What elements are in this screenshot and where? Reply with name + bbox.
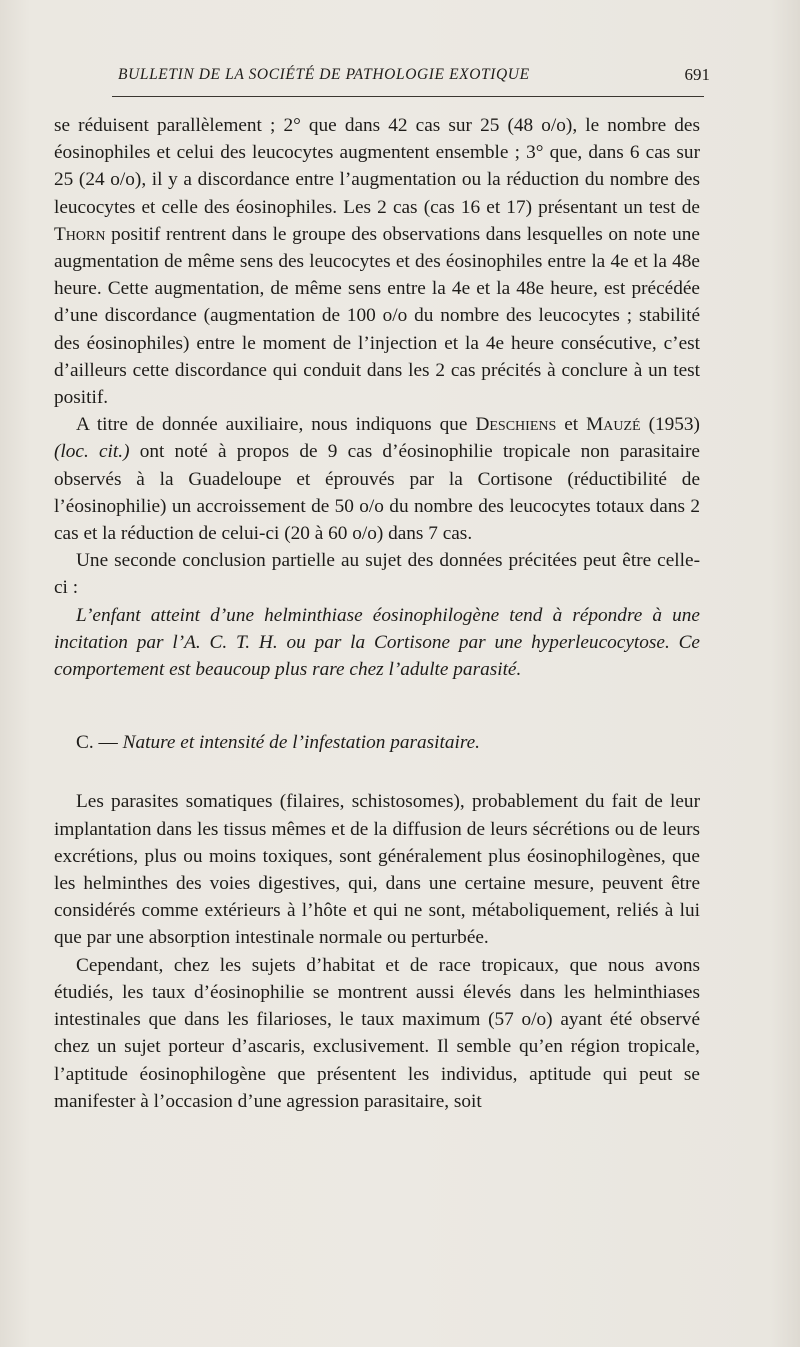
paragraph-6: Cependant, chez les sujets d’habitat et de race tropicaux, que nous avons étudiés, les taux d’éosinophilie se montrent aussi élevés dans les helminthiases intestinales que dans les filarioses, le taux maximum (57 o/o) ayant été observé chez un sujet porteur d’ascaris, exclusivement. Il semble qu’en région tropicale, l’aptitude éosinophilogène que présentent les individus, aptitude qui peut se manifester à l’occasion d’une agression parasitaire, soit — [54, 954, 700, 1112]
author-thorn: Thorn — [54, 223, 106, 245]
section-heading — [54, 729, 700, 756]
paragraph-2-year: (1953) — [648, 414, 700, 436]
running-title: BULLETIN DE LA SOCIÉTÉ DE PATHOLOGIE EXOTIQUE — [118, 66, 530, 83]
paragraph-2-a: A titre de donnée auxiliaire, nous indiquons que — [76, 414, 468, 436]
header-rule — [112, 96, 704, 97]
running-head — [118, 64, 710, 88]
body-text — [54, 112, 700, 1115]
paragraph-2-c: ont noté à propos de 9 cas d’éosinophilie tropicale non parasitaire observés à la Guadeloupe et éprouvés par la Cortisone (réductibilité de l’éosinophilie) un accroissement de 50 o/o du nombre des leucocytes totaux dans 2 cas et la réduction de celui-ci (20 à 60 o/o) dans 7 cas. — [54, 441, 700, 545]
author-deschiens: Deschiens — [475, 414, 557, 436]
paragraph-1-text: se réduisent parallèlement ; 2° que dans 42 cas sur 25 (48 o/o), le nombre des éosinophiles et celui des leucocytes augmentent ensemble ; 3° que, dans 6 cas sur 25 (24 o/o), il y a discordance entre l’augmentation ou la réduction du nombre des leucocytes et celle des éosinophiles. Les 2 cas (cas 16 et 17) présentant un test de — [54, 115, 700, 218]
loc-cit: (loc. cit.) — [54, 441, 130, 463]
paragraph-2 — [54, 411, 700, 547]
author-mauze: Mauzé — [586, 414, 641, 436]
section-label: C. — — [76, 732, 118, 754]
page-number: 691 — [684, 65, 710, 84]
paragraph-3: Une seconde conclusion partielle au sujet des données précitées peut être celle-ci : — [54, 550, 700, 599]
paragraph-2-et: et — [564, 414, 579, 436]
paragraph-5: Les parasites somatiques (filaires, schistosomes), probablement du fait de leur implantation dans les tissus mêmes et de la diffusion de leurs sécrétions ou de leurs excrétions, plus ou moins toxiques, sont généralement plus éosinophilogènes, que les helminthes des voies digestives, qui, dans une certaine mesure, peuvent être considérés comme extérieurs à l’hôte et qui ne sont, métaboliquement, reliés à lui que par une absorption intestinale normale ou perturbée. — [54, 791, 700, 949]
paragraph-1 — [54, 112, 700, 411]
section-title: Nature et intensité de l’infestation parasitaire. — [122, 732, 481, 754]
conclusion-italic: L’enfant atteint d’une helminthiase éosinophilogène tend à répondre à une incitation par l’A. C. T. H. ou par la Cortisone par une hyperleucocytose. Ce comportement est beaucoup plus rare chez l’adulte parasité. — [54, 604, 700, 681]
paragraph-1-rest: positif rentrent dans le groupe des observations dans lesquelles on note une augmentation de même sens des leucocytes et des éosinophiles entre la 4e et la 48e heure. Cette augmentation, de même sens entre la 4e et la 48e heure, est précédée d’une discordance (augmentation de 100 o/o du nombre des leucocytes ; stabilité des éosinophiles) entre le moment de l’injection et la 4e heure consécutive, c’est d’ailleurs cette discordance qui conduit dans les 2 cas précités à conclure à un test positif. — [54, 223, 700, 409]
